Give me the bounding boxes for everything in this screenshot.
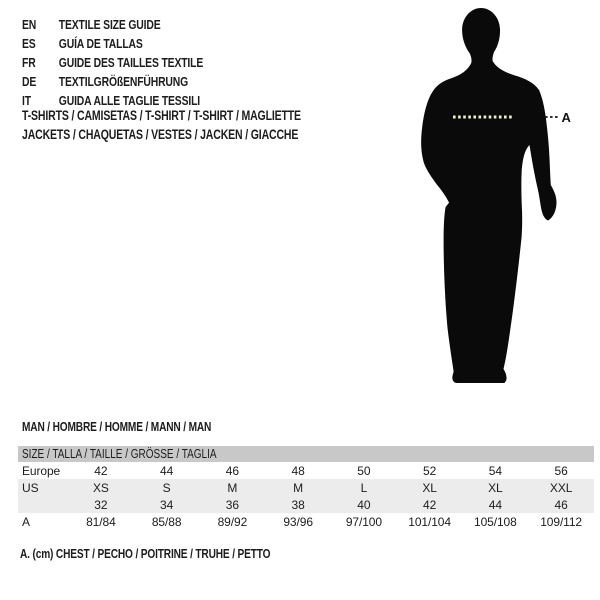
language-code: EN [22, 17, 37, 32]
measurement-note: A. (cm) CHEST / PECHO / POITRINE / TRUHE / PETTO [20, 546, 271, 561]
product-line-jackets: JACKETS / CHAQUETAS / VESTES / JACKEN / GIACCHE [22, 127, 299, 142]
size-row-europe [18, 462, 594, 479]
language-row [22, 15, 203, 34]
language-code: IT [22, 93, 31, 108]
size-row-us-numeric [18, 496, 594, 513]
size-cell: 97/100 [345, 514, 382, 529]
row-label: US [22, 480, 39, 495]
row-label: Europe [22, 463, 61, 478]
size-cell: 56 [554, 463, 568, 478]
figure-illustration [395, 5, 573, 385]
measure-label-a: A [561, 110, 571, 125]
size-cell: XXL [549, 480, 573, 495]
language-label: GUÍA DE TALLAS [58, 36, 143, 51]
size-table [18, 446, 594, 530]
size-cell: 42 [94, 463, 108, 478]
product-line-tshirts: T-SHIRTS / CAMISETAS / T-SHIRT / T-SHIRT / MAGLIETTE [22, 108, 301, 123]
product-category-lines [22, 106, 301, 144]
size-cell: 50 [357, 463, 371, 478]
size-cell: 105/108 [474, 514, 517, 529]
size-cell: M [293, 480, 304, 495]
size-cell: 46 [225, 463, 239, 478]
size-row-chest-a [18, 513, 594, 530]
size-table-header [18, 446, 594, 462]
size-cell: 46 [554, 497, 568, 512]
size-cell: L [360, 480, 368, 495]
language-label: GUIDE DES TAILLES TEXTILE [58, 55, 204, 70]
man-silhouette [421, 8, 556, 383]
language-code: ES [22, 36, 36, 51]
size-cell: 34 [160, 497, 174, 512]
size-cell: 52 [423, 463, 437, 478]
size-cell: M [227, 480, 238, 495]
size-row-us-alpha [18, 479, 594, 496]
size-table-header-label: SIZE / TALLA / TAILLE / GRÖSSE / TAGLIA [22, 447, 217, 461]
language-label: TEXTILE SIZE GUIDE [58, 17, 161, 32]
language-label: TEXTILGRÖßENFÜHRUNG [58, 74, 189, 89]
size-cell: 101/104 [408, 514, 451, 529]
size-cell: 109/112 [540, 514, 583, 529]
language-row [22, 72, 203, 91]
row-label [18, 496, 68, 513]
language-label: GUIDA ALLE TAGLIE TESSILI [58, 93, 201, 108]
size-cell: 44 [488, 497, 502, 512]
size-cell: 32 [94, 497, 108, 512]
language-row [22, 53, 203, 72]
row-label: A [22, 514, 30, 529]
size-cell: 54 [488, 463, 502, 478]
size-cell: 40 [357, 497, 371, 512]
size-cell: XL [422, 480, 437, 495]
language-row [22, 34, 203, 53]
size-cell: S [162, 480, 171, 495]
language-list [22, 15, 248, 110]
size-cell: 85/88 [151, 514, 182, 529]
size-cell: XL [488, 480, 503, 495]
size-cell: 38 [291, 497, 305, 512]
size-cell: 48 [291, 463, 305, 478]
language-code: FR [22, 55, 36, 70]
size-cell: 44 [160, 463, 174, 478]
size-cell: 42 [423, 497, 437, 512]
size-cell: 89/92 [217, 514, 248, 529]
size-cell: 93/96 [283, 514, 313, 529]
section-title-man: MAN / HOMBRE / HOMME / MANN / MAN [22, 419, 212, 434]
size-cell: 81/84 [86, 514, 116, 529]
size-cell: 36 [225, 497, 239, 512]
language-code: DE [22, 74, 37, 89]
size-cell: XS [92, 480, 109, 495]
